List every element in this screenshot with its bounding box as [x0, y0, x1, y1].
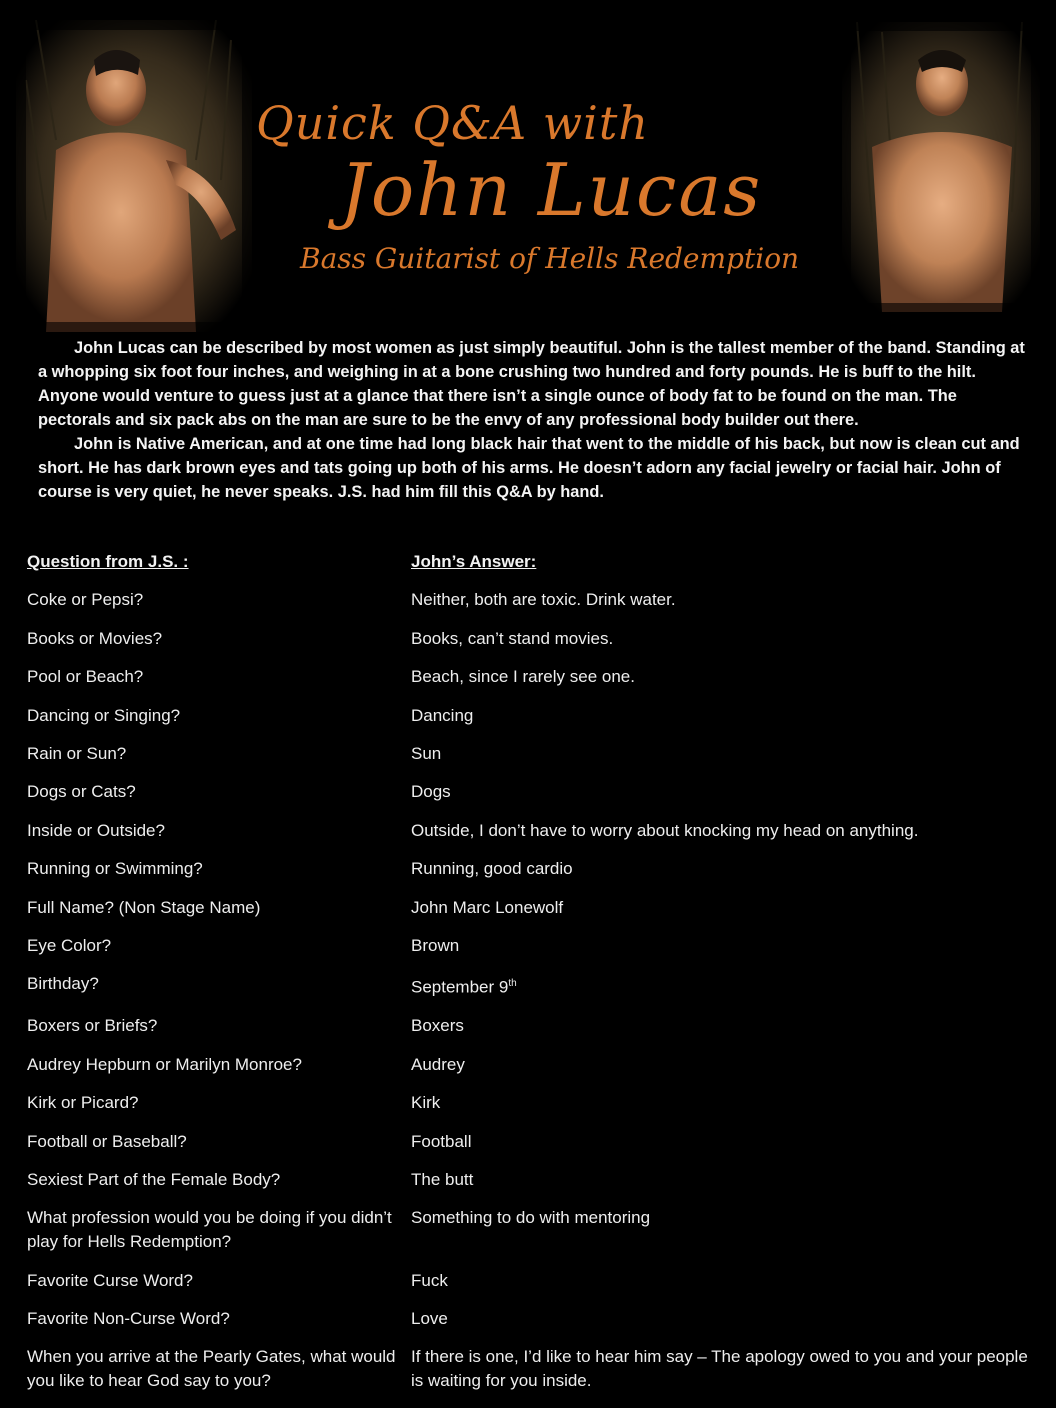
question-header: Question from J.S. : [27, 552, 189, 571]
title-name: John Lucas [340, 148, 763, 232]
question-text: Audrey Hepburn or Marilyn Monroe? [27, 1054, 302, 1074]
question-text: Kirk or Picard? [27, 1093, 139, 1113]
title-subtitle: Bass Guitarist of Hells Redemption [300, 242, 800, 275]
answer-text [411, 704, 1037, 728]
answer-superscript: th [508, 978, 517, 990]
answer-text [411, 780, 1037, 804]
qa-row [27, 857, 1037, 881]
question-text: Books or Movies? [27, 628, 163, 648]
qa-row [27, 819, 1037, 843]
question-text: Boxers or Briefs? [27, 1016, 158, 1036]
question-text: Dogs or Cats? [27, 782, 136, 802]
question-text: Inside or Outside? [27, 820, 165, 840]
question-text: Full Name? (Non Stage Name) [27, 897, 261, 917]
answer-text [411, 1307, 1037, 1331]
answer-text [411, 627, 1037, 651]
qa-row [27, 665, 1037, 689]
qa-row [27, 704, 1037, 728]
qa-row [27, 972, 1037, 1000]
question-text: Rain or Sun? [27, 743, 127, 763]
answer-header: John’s Answer: [411, 552, 537, 571]
answer-text [411, 1206, 1037, 1254]
question-text: Pool or Beach? [27, 667, 144, 687]
answer-text [411, 1014, 1037, 1038]
intro-paragraph-1: John Lucas can be described by most women as just simply beautiful. John is the tallest member of the band. Standing at a whopping six foot four inches, and weighing in at a bone crushing two hundred and forty pounds. He is buff to the hilt. Anyone would venture to guess just at a glance that there isn’t a single ounce of body fat to be found on the man. The pectorals and six pack abs on the man are sure to be the envy of any professional body builder out there. [38, 339, 1025, 429]
qa-row [27, 588, 1037, 612]
answer-value: The butt [411, 1169, 474, 1189]
qa-header-row [27, 550, 1037, 574]
question-text: Birthday? [27, 974, 99, 994]
answer-value: Boxers [411, 1016, 464, 1036]
answer-text [411, 1091, 1037, 1115]
answer-text [411, 934, 1037, 958]
answer-value: Neither, both are toxic. Drink water. [411, 590, 676, 610]
qa-row [27, 627, 1037, 651]
answer-value: Kirk [411, 1093, 441, 1113]
answer-text [411, 1269, 1037, 1293]
answer-value: Brown [411, 935, 460, 955]
answer-text [411, 1168, 1037, 1192]
question-text: When you arrive at the Pearly Gates, what would you like to hear God say to you? [27, 1347, 396, 1391]
answer-value: Books, can’t stand movies. [411, 628, 614, 648]
answer-value: Something to do with mentoring [411, 1208, 651, 1228]
qa-row [27, 742, 1037, 766]
photo-left [16, 20, 252, 332]
qa-row [27, 1053, 1037, 1077]
answer-text [411, 665, 1037, 689]
answer-value: Love [411, 1309, 448, 1329]
intro-paragraph-2: John is Native American, and at one time had long black hair that went to the middle of his back, but now is clean cut and short. He has dark brown eyes and tats going up both of his arms. He doesn’t adorn any facial jewelry or facial hair. John of course is very quiet, he never speaks. J.S. had him fill this Q&A by hand. [38, 435, 1020, 501]
qa-row [27, 1014, 1037, 1038]
answer-value: Audrey [411, 1054, 465, 1074]
qa-row [27, 1206, 1037, 1254]
answer-text [411, 1130, 1037, 1154]
answer-text [411, 896, 1037, 920]
photo-right [842, 22, 1040, 312]
answer-text [411, 1345, 1037, 1393]
question-text: What profession would you be doing if you didn’t play for Hells Redemption? [27, 1208, 392, 1252]
answer-text [411, 742, 1037, 766]
intro-text [38, 336, 1028, 504]
question-text: Favorite Curse Word? [27, 1270, 193, 1290]
answer-value: Dancing [411, 705, 474, 725]
answer-text [411, 819, 1037, 843]
question-text: Sexiest Part of the Female Body? [27, 1169, 281, 1189]
qa-row [27, 1307, 1037, 1331]
answer-value: Sun [411, 743, 442, 763]
answer-text [411, 972, 1037, 1000]
qa-row [27, 1345, 1037, 1393]
title-block [250, 88, 840, 298]
answer-value: Dogs [411, 782, 451, 802]
answer-value: Beach, since I rarely see one. [411, 667, 635, 687]
answer-text [411, 588, 1037, 612]
qa-row [27, 1091, 1037, 1115]
qa-row [27, 1269, 1037, 1293]
answer-text [411, 1053, 1037, 1077]
title-heading: Quick Q&A with [256, 96, 650, 150]
answer-value: Fuck [411, 1270, 448, 1290]
qa-row [27, 1130, 1037, 1154]
answer-text [411, 857, 1037, 881]
qa-table [27, 550, 1037, 1408]
question-text: Running or Swimming? [27, 859, 203, 879]
answer-value: Running, good cardio [411, 859, 573, 879]
answer-value: September 9 [411, 977, 509, 997]
answer-value: If there is one, I’d like to hear him say – The apology owed to you and your people is waiting for you inside. [411, 1347, 1028, 1391]
question-text: Eye Color? [27, 935, 112, 955]
question-text: Dancing or Singing? [27, 705, 181, 725]
qa-rows [27, 588, 1037, 1393]
qa-row [27, 780, 1037, 804]
question-text: Football or Baseball? [27, 1131, 187, 1151]
qa-row [27, 934, 1037, 958]
question-text: Coke or Pepsi? [27, 590, 144, 610]
qa-row [27, 896, 1037, 920]
answer-value: Outside, I don’t have to worry about knocking my head on anything. [411, 820, 919, 840]
answer-value: John Marc Lonewolf [411, 897, 564, 917]
answer-value: Football [411, 1131, 472, 1151]
question-text: Favorite Non-Curse Word? [27, 1309, 230, 1329]
qa-row [27, 1168, 1037, 1192]
